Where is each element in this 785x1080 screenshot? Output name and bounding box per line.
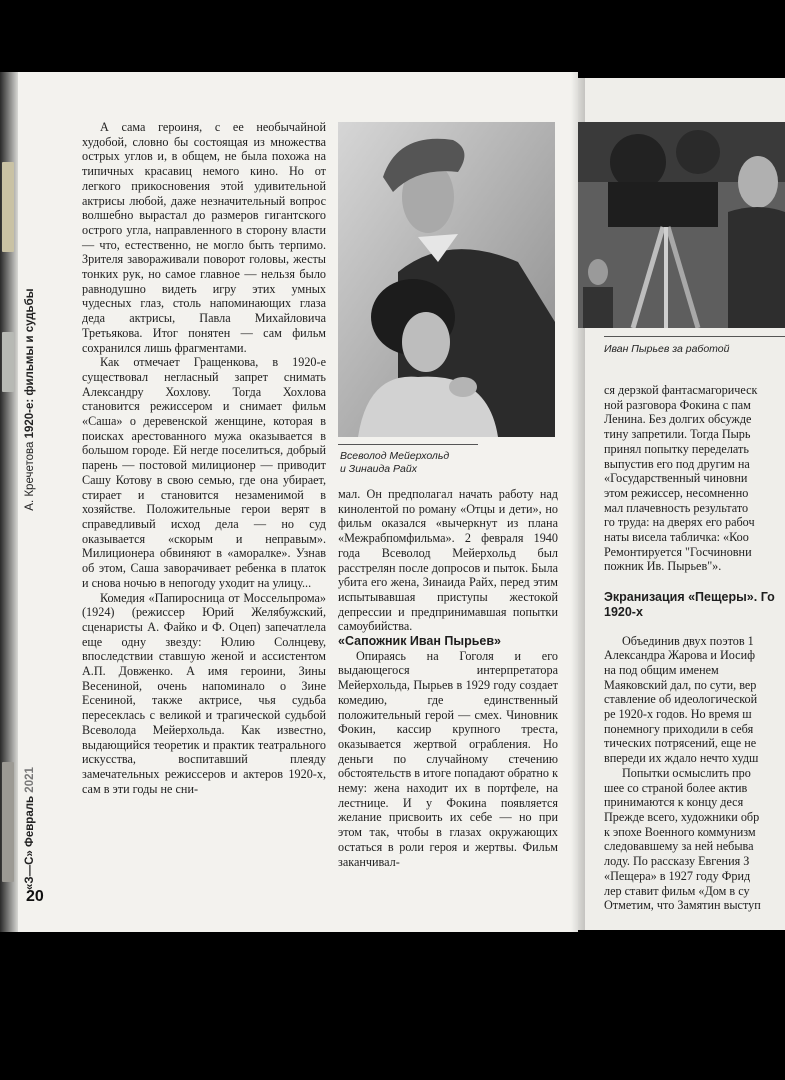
text-line: впереди их ждало нечто худш <box>604 751 759 766</box>
text-line: Попытки осмыслить про <box>622 765 751 780</box>
footer-year: 2021 <box>24 767 36 793</box>
text-line: Ленина. Без долгих обсужде <box>604 412 752 427</box>
photo-caption-pyriev: Иван Пырьев за работой <box>604 343 730 355</box>
heading-line: Экранизация «Пещеры». Го <box>604 590 775 605</box>
meyerhold-reich-photo <box>338 122 555 437</box>
paragraph: Как отмечает Гращенкова, в 1920-е существовал негласный запрет снимать Александру Хохлову. Тогда Хохлова становится режиссером и снимает фильм «Саша» о деревенской женщине, которая в поисках арестованного мужа оказывается в большом городе. Ей негде поселиться, добрый парень — постовой милиционер — приводит Сашу Котову в свою семью, где она убирает, стирает и становится незаменимой в хозяйстве. Положительные герои верят в справедливый исход дела — но суд оказывается «скорым и неправым». Милиционера обвиняют в «аморалке». Узнав об этом, Саша заворачивает ребенка в платок и снова ночью в непогоду уходит на улицу... <box>82 355 326 590</box>
section-heading-cave <box>604 590 785 619</box>
heading-line: 1920-х <box>604 604 643 619</box>
footer-magazine: «З—С» <box>24 850 36 890</box>
left-text-column <box>82 120 326 796</box>
paragraph: Опираясь на Гоголя и его выдающегося интерпретатора Мейерхольда, Пырьев в 1929 году создает комедию, где единственный положительный герой — смех. Чиновник Фокин, кассир крупного треста, оказывается жертвой ограбления. Но деньги по случайному стечению обстоятельств в итоге попадают обратно к нему: жена находит их в портфеле, на лестнице. И у Фокина появляется желание присвоить их себе — но при этом так, чтобы в глазах окружающих остаться в роли героя и жертвы. Фильм заканчивал- <box>338 648 558 869</box>
running-head-title: 1920-е: фильмы и судьбы <box>24 288 36 439</box>
paragraph: мал. Он предполагал начать работу над кинолентой по роману «Отцы и дети», но фильм оказался «вычеркнут из плана «Межрабпомфильма». 2 февраля 1940 года Всеволод Мейерхольд был расстрелян после допросов и пыток. Была убита его жена, Зинаида Райх, перед этим испытывавшая приступы жестокой депрессии и предпринимавшая попытки самоубийства. <box>338 487 558 634</box>
text-line: Отметим, что Замятин выступ <box>604 898 761 913</box>
text-line: ставление об идеологической <box>604 692 758 707</box>
text-line: Маяковский дал, по сути, вер <box>604 677 757 692</box>
text-line: на под общим именем <box>604 662 719 677</box>
middle-text-column <box>338 487 558 869</box>
text-line: шее со страной более актив <box>604 780 748 795</box>
text-line: принимаются к концу деся <box>604 795 744 810</box>
text-line: тину запретили. Тогда Пырь <box>604 427 751 442</box>
paragraph: А сама героиня, с ее необычайной худобой, словно бы состоящая из множества острых углов и, в общем, не была похожа на типичных красавиц немого кино. Но от легкого прикосновения этой удивительной актрисы любой, даже незначительный вопрос волшебно вырастал до размеров гигантского острого угла, направленного в сторону власти — что, естественно, не могло быть терпимо. Зрителя завораживали поворот головы, жесты тонких рук, но самое главное — нельзя было равнодушно видеть игру этих умных чудесных глаз, столь напоминающих глаза деда актрисы, Павла Михайловича Третьякова. Итог понятен — сам фильм сохранился лишь фрагментами. <box>82 120 326 355</box>
text-line: понемногу приходили в себя <box>604 721 754 736</box>
photo-caption-meyerhold <box>340 450 540 476</box>
caption-rule <box>338 444 478 445</box>
text-line: ной разговора Фокина с пам <box>604 397 751 412</box>
text-line: пожник Ив. Пырьев"». <box>604 559 722 574</box>
text-line: этом режиссер, несомненно <box>604 485 749 500</box>
text-line: лоду. По рассказу Евгения З <box>604 854 750 869</box>
text-line: следовавшему за ней небыва <box>604 839 754 854</box>
caption-line: Всеволод Мейерхольд <box>340 450 450 462</box>
page-number: 20 <box>26 888 44 905</box>
text-line: мал плачевность результато <box>604 500 749 515</box>
text-line: наты висела табличка: «Коо <box>604 530 749 545</box>
text-line: Александра Жарова и Иосиф <box>604 648 756 663</box>
text-line: ре 1920-х годов. Но время ш <box>604 707 752 722</box>
text-line: Объединив двух поэтов 1 <box>622 633 754 648</box>
text-line: к эпохе Военного коммунизм <box>604 824 756 839</box>
text-line: ся дерзкой фантасмагорическ <box>604 383 758 397</box>
text-line: Прежде всего, художники обр <box>604 809 760 824</box>
vertical-running-head <box>22 120 44 890</box>
text-line: Ремонтируется "Госчиновни <box>604 544 752 559</box>
text-line: го труда: на дверях его рабоч <box>604 515 755 530</box>
caption-line: и Зинаида Райх <box>340 463 417 475</box>
caption-rule <box>604 336 785 337</box>
text-line: тических потрясений, еще не <box>604 736 757 751</box>
text-line: принял попытку переделать <box>604 441 749 456</box>
text-line: выпустив его под другим на <box>604 456 750 471</box>
section-heading-pyriev: «Сапожник Иван Пырьев» <box>338 634 501 649</box>
adjacent-page-edge <box>0 72 18 932</box>
text-line: лер ставит фильм «Дом в су <box>604 883 750 898</box>
pyriev-at-work-photo <box>578 122 785 328</box>
footer-month: Февраль <box>24 795 36 847</box>
text-line: «Государственный чиновни <box>604 471 748 486</box>
text-line: «Пещера» в 1927 году Фрид <box>604 868 751 883</box>
right-text-column-cropped <box>604 383 785 913</box>
paragraph: Комедия «Папиросница от Моссельпрома» (1924) (режиссер Юрий Желябужский, сценаристы А. Файко и Ф. Оцеп) запечатлела еще одну звезду: Юлию Солнцеву, впоследствии ставшую женой и ассистентом А.П. Довженко. А имя героини, Зины Весениной, очень напоминало о Зине Есениной, также актрисе, чья судьба пересеклась с великой и трагической судьбой Всеволода Мейерхольда. Как известно, выдающийся теоретик и практик театрального искусства, воспитавший плеяду замечательных режиссеров и актеров 1920-х, сам в эти годы не сни- <box>82 590 326 796</box>
running-head-author: А. Кречетова <box>24 441 36 511</box>
